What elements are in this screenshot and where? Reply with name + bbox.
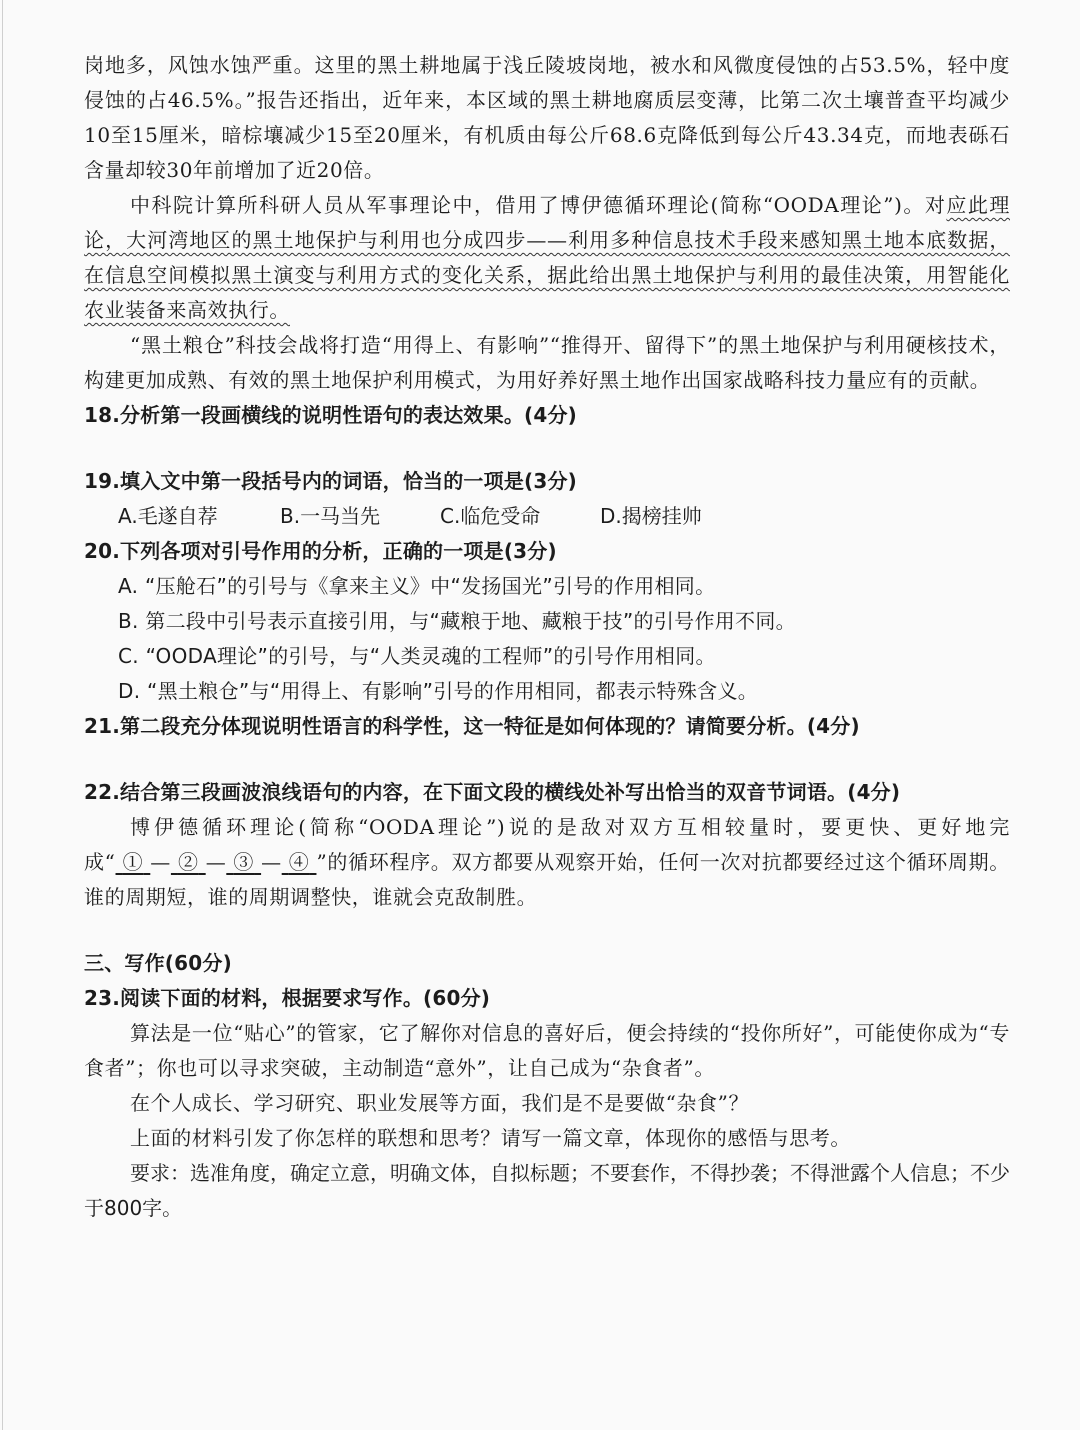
question-19: 19.填入文中第一段括号内的词语，恰当的一项是(3分) xyxy=(84,469,578,493)
page-edge xyxy=(2,0,3,1430)
passage-paragraph-1: 岗地多，风蚀水蚀严重。这里的黑土耕地属于浅丘陵坡岗地，被水和风微度侵蚀的占53.5%，轻中度侵蚀的占46.5%。”报告还指出，近年来，本区域的黑土耕地腐质层变薄，比第二次土壤普查平均减少10至15厘米，暗棕壤减少15至20厘米，有机质由每公斤68.6克降低到每公斤43.34克，而地表砾石含量却较30年前增加了近20倍。 xyxy=(84,53,1010,182)
option-c[interactable]: C. “OODA理论”的引号，与“人类灵魂的工程师”的引号作用相同。 xyxy=(118,644,716,668)
question-18: 18.分析第一段画横线的说明性语句的表达效果。(4分) xyxy=(84,403,578,427)
passage-paragraph-2 xyxy=(84,188,1010,328)
option-b[interactable]: B. 第二段中引号表示直接引用，与“藏粮于地、藏粮于技”的引号作用不同。 xyxy=(118,609,796,633)
option-a[interactable]: A. “压舱石”的引号与《拿来主义》中“发扬国光”引号的作用相同。 xyxy=(118,574,716,598)
blank-1[interactable]: ① xyxy=(122,850,144,874)
question-23-material-1: 算法是一位“贴心”的管家，它了解你对信息的喜好后，便会持续的“投你所好”，可能使你成为“专食者”；你也可以寻求突破，主动制造“意外”，让自己成为“杂食者”。 xyxy=(84,1021,1010,1080)
option-a[interactable]: A.毛遂自荐 xyxy=(118,504,218,528)
paragraph-2-lead: 中科院计算所科研人员从军事理论中，借用了博伊德循环理论(简称“OODA理论”)。对 xyxy=(130,193,947,217)
option-d[interactable]: D.揭榜挂帅 xyxy=(600,504,702,528)
separator: — xyxy=(205,850,227,874)
blank-3[interactable]: ③ xyxy=(233,850,255,874)
question-23: 23.阅读下面的材料，根据要求写作。(60分) xyxy=(84,986,491,1010)
q22-text-b: ”的循环程序。双方都要从观察开始，任何一次对抗都要经过这个循环周期。谁的周期短，谁的周期调整快，谁就会克敌制胜。 xyxy=(84,850,1010,909)
question-21: 21.第二段充分体现说明性语言的科学性，这一特征是如何体现的？请简要分析。(4分) xyxy=(84,714,860,738)
question-22: 22.结合第三段画波浪线语句的内容，在下面文段的横线处补写出恰当的双音节词语。(4分) xyxy=(84,780,901,804)
option-b[interactable]: B.一马当先 xyxy=(280,504,381,528)
q22-text-a: 博伊德循环理论(简称“OODA理论”)说的是敌对双方互相较量时，要更快、更好地完成“ xyxy=(84,815,1010,874)
passage-paragraph-3: “黑土粮仓”科技会战将打造“用得上、有影响”“推得开、留得下”的黑土地保护与利用硬核技术，构建更加成熟、有效的黑土地保护利用模式，为用好养好黑土地作出国家战略科技力量应有的贡献。 xyxy=(84,333,1010,392)
option-d[interactable]: D. “黑土粮仓”与“用得上、有影响”引号的作用相同，都表示特殊含义。 xyxy=(118,679,759,703)
separator: — xyxy=(261,850,282,874)
section-3-heading: 三、写作(60分) xyxy=(84,951,232,975)
option-c[interactable]: C.临危受命 xyxy=(440,504,541,528)
question-19-options xyxy=(84,499,1010,534)
separator: — xyxy=(150,850,171,874)
paragraph-2-wavy-sentence: 应此理论，大河湾地区的黑土地保护与利用也分成四步——利用多种信息技术手段来感知黑土地本底数据，在信息空间模拟黑土演变与利用方式的变化关系，据此给出黑土地保护与利用的最佳决策，用智能化农业装备来高效执行。 xyxy=(84,193,1010,322)
question-23-material-2: 在个人成长、学习研究、职业发展等方面，我们是不是要做“杂食”？ xyxy=(130,1091,750,1115)
question-23-prompt: 上面的材料引发了你怎样的联想和思考？请写一篇文章，体现你的感悟与思考。 xyxy=(130,1126,851,1150)
question-22-passage xyxy=(84,810,1010,915)
blank-4[interactable]: ④ xyxy=(288,850,310,874)
blank-2[interactable]: ② xyxy=(177,850,199,874)
question-23-requirements: 要求：选准角度，确定立意，明确文体，自拟标题；不要套作，不得抄袭；不得泄露个人信息；不少于800字。 xyxy=(84,1161,1010,1220)
question-20: 20.下列各项对引号作用的分析，正确的一项是(3分) xyxy=(84,539,557,563)
